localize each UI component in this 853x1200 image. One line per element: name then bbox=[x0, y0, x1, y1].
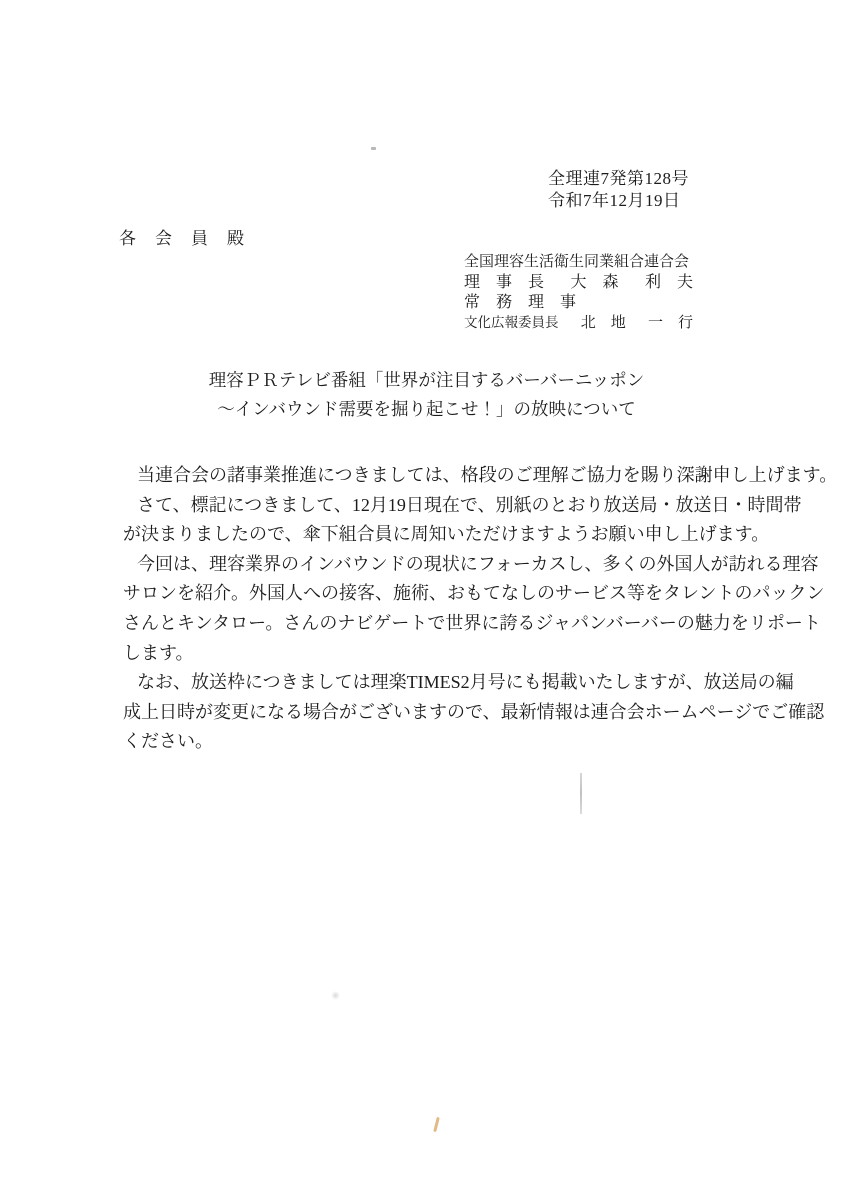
president-title: 理 事 長 bbox=[464, 274, 545, 291]
sender-president-row bbox=[464, 273, 693, 292]
sender-organization: 全国理容生活衛生同業組合連合会 bbox=[464, 254, 690, 270]
body-line: が決まりましたので、傘下組合員に周知いただけますようお願い申し上げます。 bbox=[123, 524, 770, 545]
addressee: 各 会 員 殿 bbox=[119, 229, 245, 248]
doc-number: 全理連7発第128号 bbox=[548, 169, 689, 188]
sender-pr-chair-row bbox=[464, 313, 693, 333]
document-title bbox=[0, 366, 853, 424]
body-line: さて、標記につきまして、12月19日現在で、別紙のとおり放送局・放送日・時間帯 bbox=[137, 494, 802, 515]
scan-artifact-speck bbox=[371, 147, 376, 150]
pr-chair-given-name: 一 行 bbox=[647, 315, 693, 331]
pr-chair-family-name: 北 地 bbox=[580, 315, 626, 331]
body-line: ください。 bbox=[123, 731, 213, 752]
president-given-name: 利 夫 bbox=[644, 274, 693, 291]
sender-block bbox=[464, 252, 693, 333]
doc-reference-block bbox=[548, 168, 689, 212]
president-family-name: 大 森 bbox=[570, 274, 619, 291]
pr-chair-title: 文化広報委員長 bbox=[464, 315, 559, 330]
scan-artifact-tan-slash bbox=[433, 1117, 440, 1132]
document-title-line1: 理容ＰＲテレビ番組「世界が注目するバーバーニッポン bbox=[208, 370, 645, 390]
doc-date: 令和7年12月19日 bbox=[548, 191, 681, 210]
sender-managing-director-row bbox=[464, 293, 693, 312]
body-line: 当連合会の諸事業推進につきましては、格段のご理解ご協力を賜り深謝申し上げます。 bbox=[137, 465, 838, 485]
body-line: します。 bbox=[123, 642, 194, 663]
scan-artifact-vertical-line bbox=[580, 773, 582, 814]
letter-body bbox=[123, 461, 838, 757]
body-line: 成上日時が変更になる場合がございますので、最新情報は連合会ホームページでご確認 bbox=[123, 701, 825, 722]
body-line: 今回は、理容業界のインバウンドの現状にフォーカスし、多くの外国人が訪れる理容 bbox=[137, 553, 819, 574]
scan-artifact-smudge bbox=[331, 991, 340, 1000]
document-title-line2: ～インバウンド需要を掘り起こせ！」の放映について bbox=[217, 399, 636, 419]
managing-director-title: 常 務 理 事 bbox=[464, 294, 577, 311]
body-line: なお、放送枠につきましては理楽TIMES2月号にも掲載いたしますが、放送局の編 bbox=[137, 672, 794, 693]
body-line: サロンを紹介。外国人への接客、施術、おもてなしのサービス等をタレントのパックン bbox=[123, 583, 825, 604]
body-line: さんとキンタロー。さんのナビゲートで世界に誇るジャパンバーバーの魅力をリポート bbox=[123, 612, 821, 633]
